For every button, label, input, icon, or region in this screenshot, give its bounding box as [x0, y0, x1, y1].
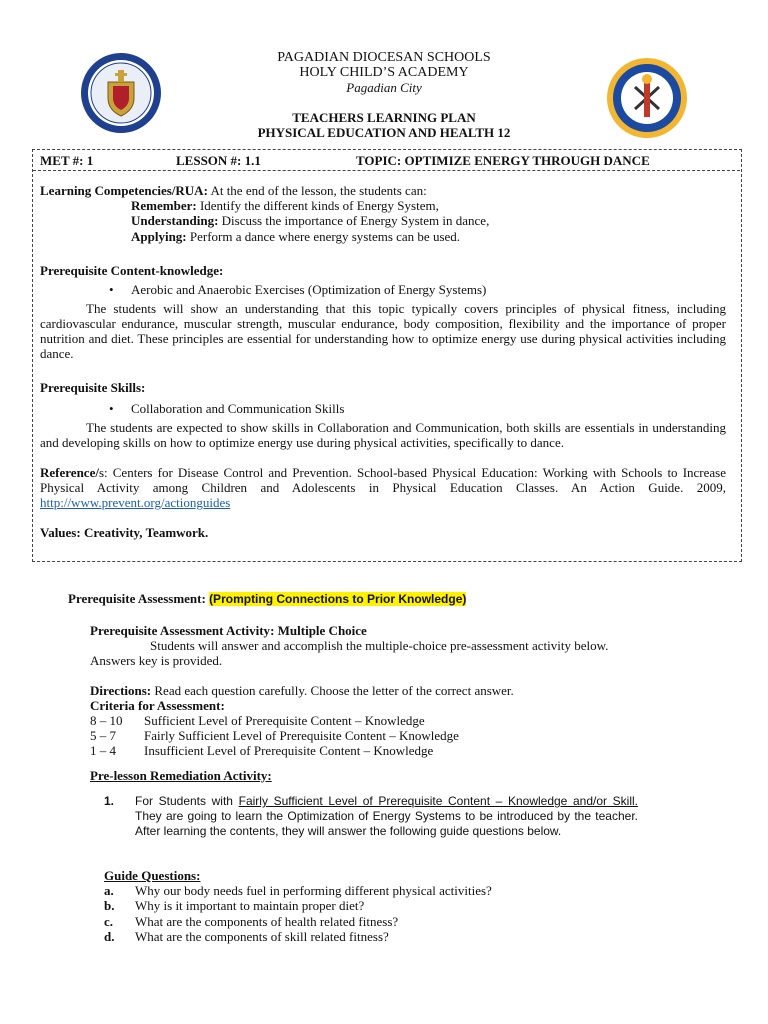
- competency-applying: [131, 229, 460, 244]
- criteria-range: 1 – 4: [90, 743, 116, 758]
- meta-divider: [33, 170, 740, 171]
- criteria-text: Fairly Sufficient Level of Prerequisite Content – Knowledge: [144, 728, 459, 743]
- assessment-activity-text: Students will answer and accomplish the multiple-choice pre-assessment activity below.: [150, 638, 609, 653]
- question-letter: c.: [104, 914, 114, 929]
- competency-text: Identify the different kinds of Energy System,: [196, 198, 439, 213]
- competency-text: Perform a dance where energy systems can be used.: [186, 229, 461, 244]
- school-name: HOLY CHILD’S ACADEMY: [299, 65, 469, 80]
- assessment-activity-text2: Answers key is provided.: [90, 653, 223, 668]
- remediation-paragraph: [135, 794, 638, 839]
- criteria-range: 8 – 10: [90, 713, 123, 728]
- plan-title: TEACHERS LEARNING PLAN: [292, 110, 476, 125]
- question-letter: b.: [104, 898, 115, 913]
- criteria-heading: Criteria for Assessment:: [90, 698, 225, 713]
- criteria-text: Insufficient Level of Prerequisite Content – Knowledge: [144, 743, 434, 758]
- assessment-heading: [68, 591, 466, 607]
- reference-text: s: Centers for Disease Control and Prevention. School-based Physical Education: Working with Schools to Increase Physical Activity among Children and Adolescents in Physical Education Classes. An Action Guide. 2009,: [40, 465, 726, 495]
- criteria-row: [90, 713, 123, 728]
- prereq-skills-paragraph: The students are expected to show skills in Collaboration and Communication, both skills are essentials in understanding and developing skills on how to optimize energy use during physical activities, specifically to dance.: [40, 420, 726, 450]
- question-text: Why our body needs fuel in performing different physical activities?: [135, 883, 492, 898]
- competency-label: Applying:: [131, 229, 187, 244]
- directions-label: Directions:: [90, 683, 152, 698]
- remediation-lead: For Students with: [135, 794, 239, 808]
- values-line: Values: Creativity, Teamwork.: [40, 525, 209, 540]
- remediation-rest: They are going to learn the Optimization of Energy Systems to be introduced by the teacher. After learning the contents, they will answer the following guide questions below.: [135, 809, 638, 838]
- question-text: Why is it important to maintain proper diet?: [135, 898, 365, 913]
- school-city: Pagadian City: [346, 80, 422, 95]
- competencies-label: Learning Competencies/RUA:: [40, 183, 208, 198]
- guide-questions-title: Guide Questions:: [104, 868, 201, 883]
- competencies-intro: At the end of the lesson, the students can:: [207, 183, 427, 198]
- directions-line: [90, 683, 514, 698]
- lesson-number: LESSON #: 1.1: [176, 153, 261, 168]
- question-letter: d.: [104, 929, 115, 944]
- school-system-title: PAGADIAN DIOCESAN SCHOOLS: [277, 50, 491, 65]
- remediation-title: Pre-lesson Remediation Activity:: [90, 768, 272, 783]
- remediation-number: 1.: [104, 794, 115, 808]
- question-text: What are the components of health related fitness?: [135, 914, 399, 929]
- competency-text: Discuss the importance of Energy System in dance,: [218, 213, 490, 228]
- criteria-row: [90, 728, 116, 743]
- prereq-skills-bullet: • Collaboration and Communication Skills: [131, 401, 344, 416]
- remediation-underlined: Fairly Sufficient Level of Prerequisite Content – Knowledge and/or Skill.: [238, 794, 638, 808]
- competency-label: Understanding:: [131, 213, 219, 228]
- assessment-activity-heading: [90, 623, 367, 638]
- subject-title: PHYSICAL EDUCATION AND HEALTH 12: [257, 125, 511, 140]
- criteria-row: [90, 743, 116, 758]
- directions-text: Read each question carefully. Choose the letter of the correct answer.: [151, 683, 514, 698]
- criteria-range: 5 – 7: [90, 728, 116, 743]
- topic-title: TOPIC: OPTIMIZE ENERGY THROUGH DANCE: [356, 153, 650, 168]
- reference-paragraph: [40, 465, 726, 510]
- reference-label: Reference/: [40, 465, 99, 480]
- activity-label: Prerequisite Assessment Activity: [90, 623, 271, 638]
- question-letter: a.: [104, 883, 114, 898]
- prereq-skills-heading: Prerequisite Skills:: [40, 380, 146, 395]
- reference-link[interactable]: http://www.prevent.org/actionguides: [40, 495, 231, 510]
- activity-type: : Multiple Choice: [270, 623, 367, 638]
- met-number: MET #: 1: [40, 153, 94, 168]
- prereq-content-heading: Prerequisite Content-knowledge:: [40, 263, 224, 278]
- competency-understanding: [131, 213, 489, 228]
- competency-remember: [131, 198, 439, 213]
- assessment-label: Prerequisite Assessment:: [68, 591, 210, 606]
- competency-label: Remember:: [131, 198, 197, 213]
- criteria-text: Sufficient Level of Prerequisite Content – Knowledge: [144, 713, 425, 728]
- competencies-heading: [40, 183, 427, 198]
- assessment-highlight: (Prompting Connections to Prior Knowledge): [209, 592, 467, 606]
- prereq-content-bullet: • Aerobic and Anaerobic Exercises (Optimization of Energy Systems): [131, 282, 486, 297]
- prereq-content-paragraph: The students will show an understanding that this topic typically covers principles of physical fitness, including cardiovascular endurance, muscular strength, muscular endurance, body composition, flexibility and the importance of proper nutrition and diet. These principles are essential for understanding how to optimize energy use during physical activities including dance.: [40, 301, 726, 361]
- question-text: What are the components of skill related fitness?: [135, 929, 389, 944]
